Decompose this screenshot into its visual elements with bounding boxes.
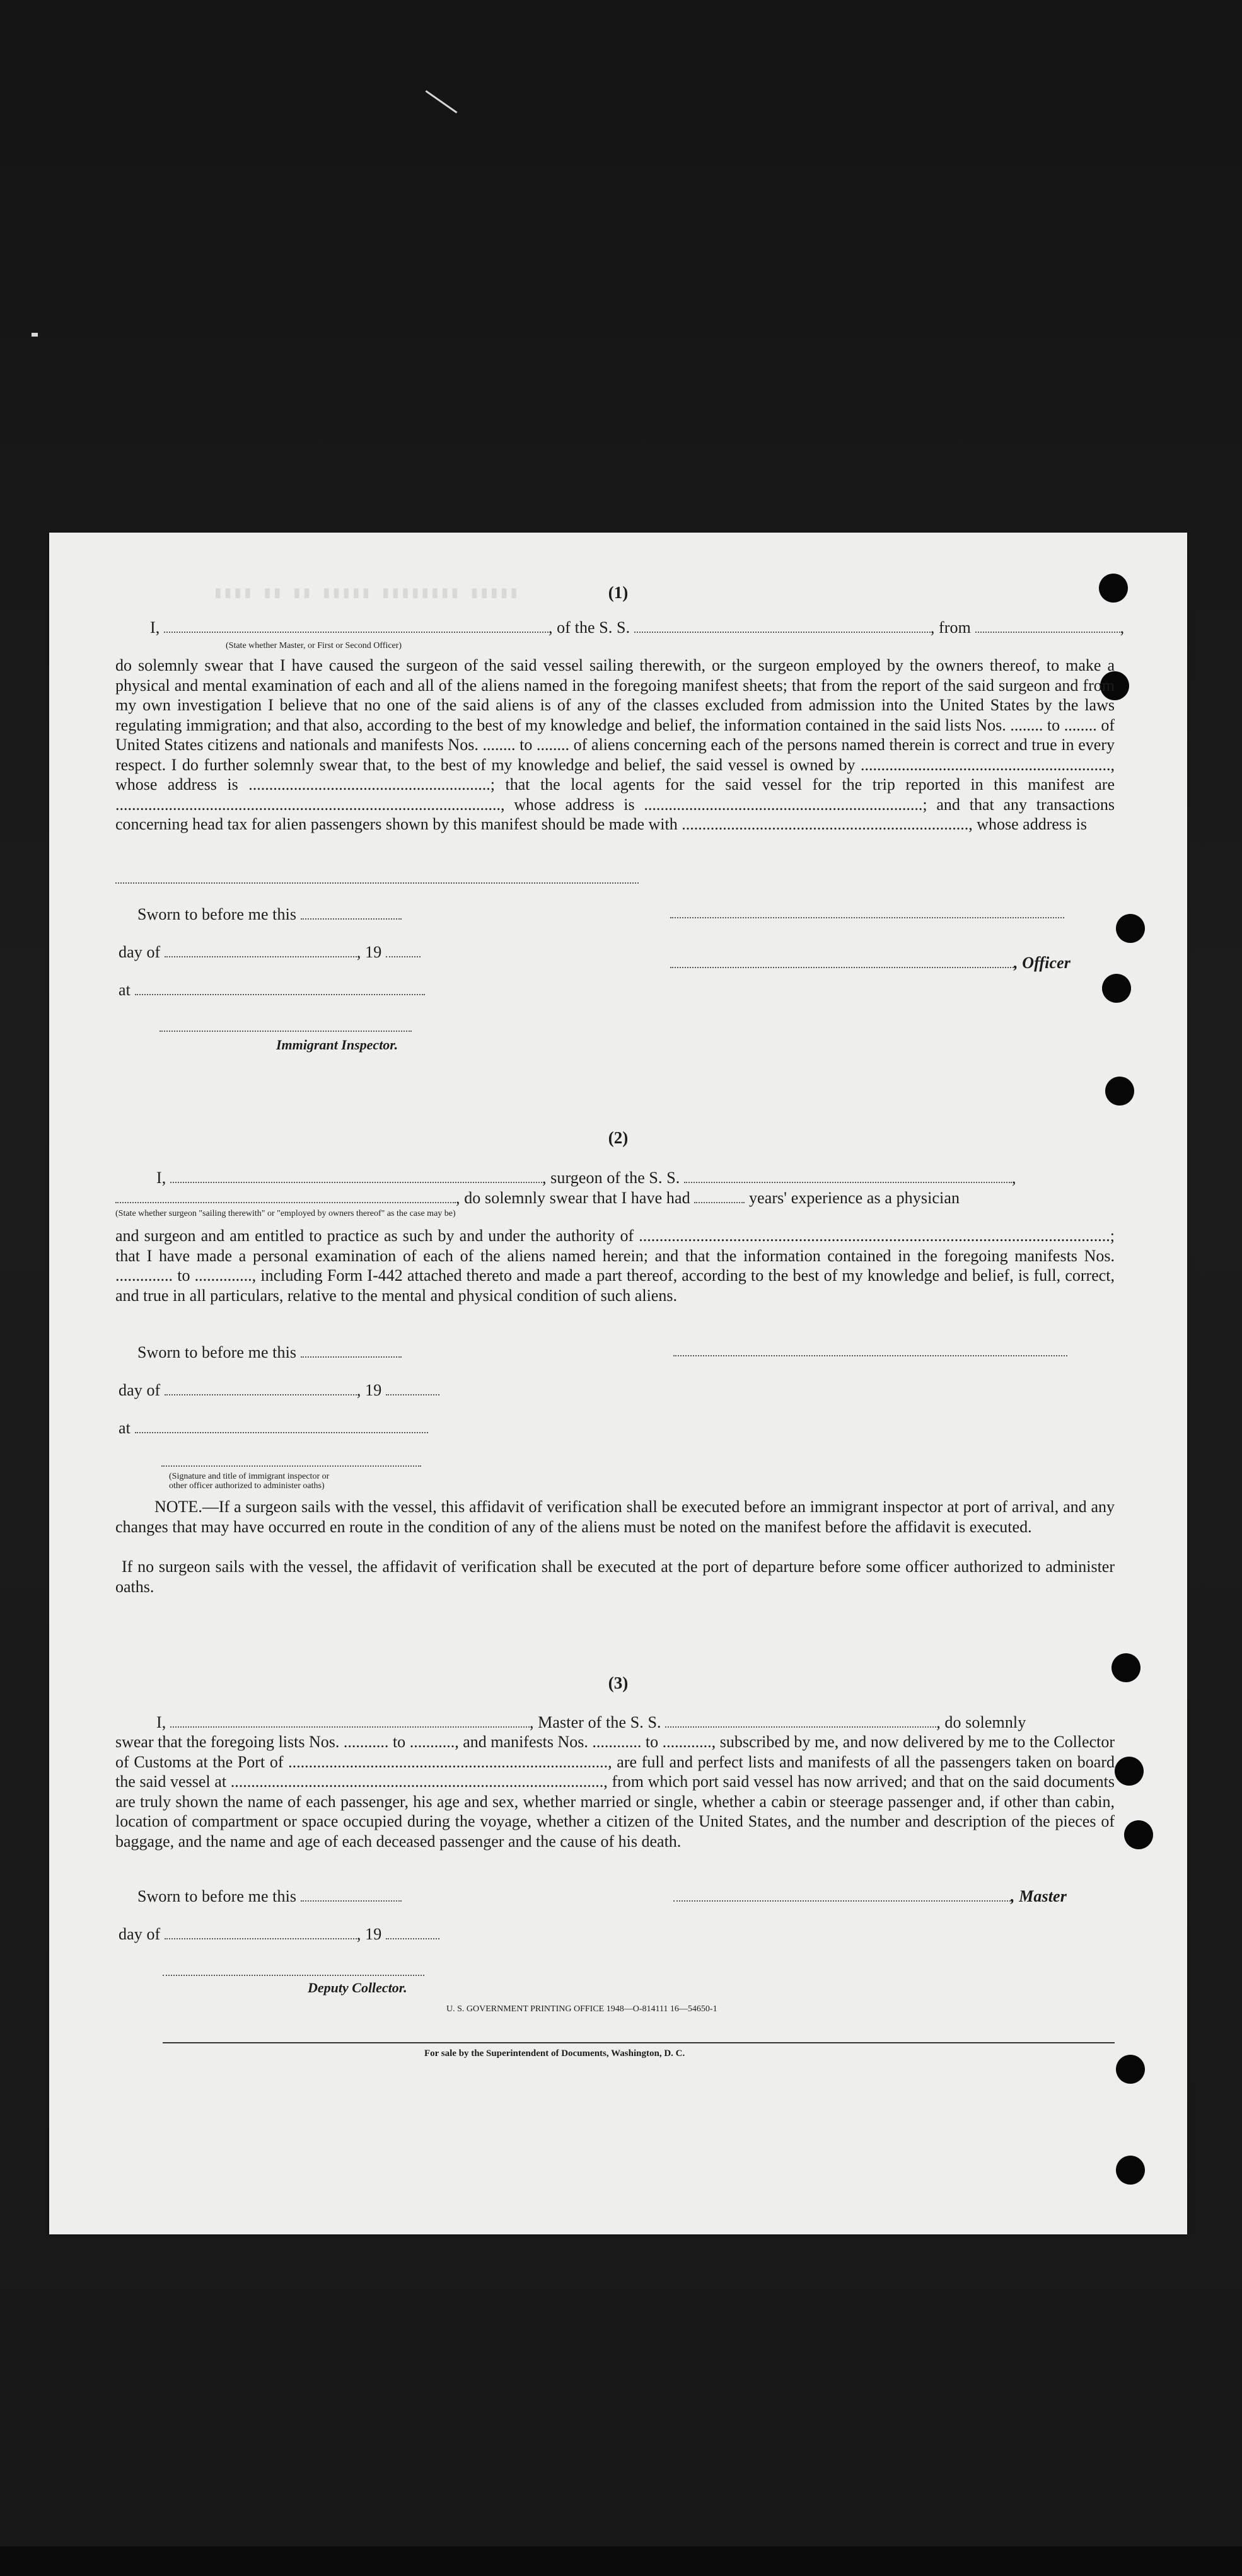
inspector-signature-line xyxy=(160,1031,412,1032)
bleed-through-text: ▮▮▮▮ ▮▮ ▮▮ ▮▮▮▮▮ ▮▮▮▮▮▮▮▮ ▮▮▮▮▮ xyxy=(213,584,519,603)
section-2-day-of xyxy=(119,1380,439,1400)
sworn-day-blank xyxy=(301,1344,402,1358)
at-text: at xyxy=(119,1419,131,1437)
surgeon-status-blank xyxy=(115,1189,456,1203)
year-blank xyxy=(386,944,421,957)
section-1-at xyxy=(119,980,425,1000)
day-of-text: day of xyxy=(119,943,161,961)
sworn-text: Sworn to before me this xyxy=(137,905,297,923)
month-blank xyxy=(165,1926,357,1939)
year-prefix: , 19 xyxy=(356,943,382,961)
section-3-sworn xyxy=(137,1886,402,1906)
deputy-collector-label: Deputy Collector. xyxy=(308,1980,407,1996)
years-blank xyxy=(694,1189,745,1203)
footer-rule xyxy=(163,2042,1115,2043)
section-3-master xyxy=(673,1886,1067,1906)
immigrant-inspector-label: Immigrant Inspector. xyxy=(276,1037,398,1053)
surgeon-signature-line xyxy=(673,1355,1067,1356)
section-3-day-of xyxy=(119,1924,439,1944)
head-tax-address-blank xyxy=(115,882,639,884)
officer-label: , Officer xyxy=(1014,954,1071,972)
vessel-name-blank xyxy=(665,1714,936,1728)
sworn-text: Sworn to before me this xyxy=(137,1887,297,1905)
signature-caption-2: other officer authorized to administer oaths) xyxy=(169,1481,325,1491)
section-2-at xyxy=(119,1418,428,1438)
at-text: at xyxy=(119,981,131,999)
section-1-number: (1) xyxy=(608,583,629,602)
month-blank xyxy=(165,1382,357,1395)
swear-text: , do solemnly xyxy=(936,1713,1026,1731)
departure-port-blank xyxy=(975,619,1120,633)
printing-office-imprint: U. S. GOVERNMENT PRINTING OFFICE 1948—O-814111 16—54650-1 xyxy=(446,2004,717,2014)
place-blank xyxy=(135,1419,428,1433)
section-1-oath-paragraph: do solemnly swear that I have caused the surgeon of the said vessel sailing therewith, or the surgeon employed by the owners thereof, to make a physical and mental examination of each and all of the aliens named in the foregoing manifest sheets; that from the report of the said surgeon and from my own investigation I believe that no one of the said aliens is of any of the classes excluded from admission into the United States by the laws regulating immigration; and that also, according to the best of my knowledge and belief, the information contained in the said lists Nos. ........ to ........ of United States citizens and nationals and manifests Nos. ........ to ........ of aliens concerning each of the persons named therein is correct and true in every respect. I do further solemnly swear that, to the best of my knowledge and belief, the said vessel is owned by ............................................................., whose address is ...........................................................; that the local agents for the said vessel for the trip reported in this manifest are .............................................................................................., whose address is ....................................................................; and that any transactions concerning head tax for alien passengers shown by this manifest should be made with ......................................................................, whose address is xyxy=(115,656,1115,833)
year-prefix: , 19 xyxy=(356,1925,382,1943)
section-2-note-alt: If no surgeon sails with the vessel, the affidavit of verification shall be executed at the port of departure before some officer authorized to administer oaths. xyxy=(115,1557,1115,1596)
swear-text: , do solemnly swear that I have had xyxy=(456,1189,690,1207)
punch-hole xyxy=(1116,2156,1145,2185)
officer-rank-caption: (State whether Master, or First or Second Officer) xyxy=(226,641,402,650)
vessel-name-blank xyxy=(684,1169,1012,1183)
years-experience-text: years' experience as a physician xyxy=(748,1189,960,1207)
punch-hole xyxy=(1116,2055,1145,2084)
section-2-second-line xyxy=(115,1188,960,1208)
pronoun-i: I, xyxy=(156,1169,166,1187)
sworn-day-blank xyxy=(301,906,402,920)
punch-hole xyxy=(1115,1757,1144,1786)
master-label: , Master xyxy=(1011,1887,1067,1905)
officer-signature-line xyxy=(670,917,1064,918)
master-signature-blank xyxy=(673,1888,1011,1902)
officer-title-blank xyxy=(670,954,1014,968)
scan-speck xyxy=(32,333,38,337)
year-blank xyxy=(386,1926,439,1939)
from-text: , from xyxy=(930,618,971,637)
section-2-oath-paragraph: and surgeon and am entitled to practice as such by and under the authority of ...................................................................................................................; that I have made a personal examination of each of the aliens named herein; and that the information contained in the foregoing manifests Nos. .............. to .............., including Form I-442 attached thereto and made a part thereof, according to the best of my knowledge and belief, is full, correct, and true in all particulars, relative to the mental and physical condition of such aliens. xyxy=(115,1227,1115,1305)
section-1-day-of xyxy=(119,942,421,962)
section-3-first-line xyxy=(156,1713,1026,1732)
section-2-number: (2) xyxy=(608,1128,629,1147)
punch-hole xyxy=(1105,1077,1134,1106)
section-2-first-line xyxy=(156,1168,1016,1187)
of-ss-text: , of the S. S. xyxy=(548,618,630,637)
section-1-officer xyxy=(670,953,1071,973)
section-3-oath-paragraph: swear that the foregoing lists Nos. ........... to ..........., and manifests Nos. ............ to ............, subscribed by me, and now delivered by me to the Collector of Customs at the Port of .............................................................................., are full and perfect lists and manifests of all the passengers taken on board the said vessel at ..........................................................................................., from which port said vessel has now arrived; and that on the said documents are truly shown the name of each passenger, his age and sex, whether married or single, whether a cabin or steerage passenger and, if other than cabin, location of compartment or space occupied during the voyage, whether a citizen of the United States, and the number and description of the pieces of baggage, and the name and age of each deceased passenger and the cause of his death. xyxy=(115,1733,1115,1851)
sworn-day-blank xyxy=(301,1888,402,1902)
surgeon-name-blank xyxy=(170,1169,542,1183)
signature-caption-1: (Signature and title of immigrant inspector or xyxy=(169,1472,330,1481)
comma: , xyxy=(1120,618,1125,637)
day-of-text: day of xyxy=(119,1381,161,1399)
surgeon-of-text: , surgeon of the S. S. xyxy=(542,1169,680,1187)
section-2-note: NOTE.—If a surgeon sails with the vessel, this affidavit of verification shall be executed before an immigrant inspector at port of arrival, and any changes that may have occurred en route in the condition of any of the aliens must be noted on the manifest before the affidavit is executed. xyxy=(115,1498,1115,1536)
place-blank xyxy=(135,981,425,995)
pronoun-i: I, xyxy=(150,618,160,637)
officer-name-blank xyxy=(164,619,548,633)
day-of-text: day of xyxy=(119,1925,161,1943)
sworn-text: Sworn to before me this xyxy=(137,1343,297,1361)
section-2-sworn xyxy=(137,1343,402,1362)
month-blank xyxy=(165,944,357,957)
comma: , xyxy=(1011,1169,1016,1187)
section-1-first-line xyxy=(150,618,1124,637)
section-3-number: (3) xyxy=(608,1673,629,1692)
scan-bottom-edge xyxy=(0,2546,1242,2576)
punch-hole xyxy=(1124,1820,1153,1849)
punch-hole xyxy=(1116,914,1145,943)
master-name-blank xyxy=(170,1714,530,1728)
year-prefix: , 19 xyxy=(356,1381,382,1399)
master-of-text: , Master of the S. S. xyxy=(529,1713,661,1731)
inspector-signature-line xyxy=(161,1465,421,1467)
pronoun-i: I, xyxy=(156,1713,166,1731)
punch-hole xyxy=(1102,974,1131,1003)
sale-notice: For sale by the Superintendent of Documents, Washington, D. C. xyxy=(424,2048,685,2059)
manifest-back-page xyxy=(49,533,1187,2234)
year-blank xyxy=(386,1382,439,1395)
section-1-sworn xyxy=(137,904,402,924)
surgeon-status-caption: (State whether surgeon "sailing therewith" or "employed by owners thereof" as the case may be) xyxy=(115,1209,456,1218)
vessel-name-blank xyxy=(634,619,931,633)
collector-signature-line xyxy=(163,1975,424,1976)
